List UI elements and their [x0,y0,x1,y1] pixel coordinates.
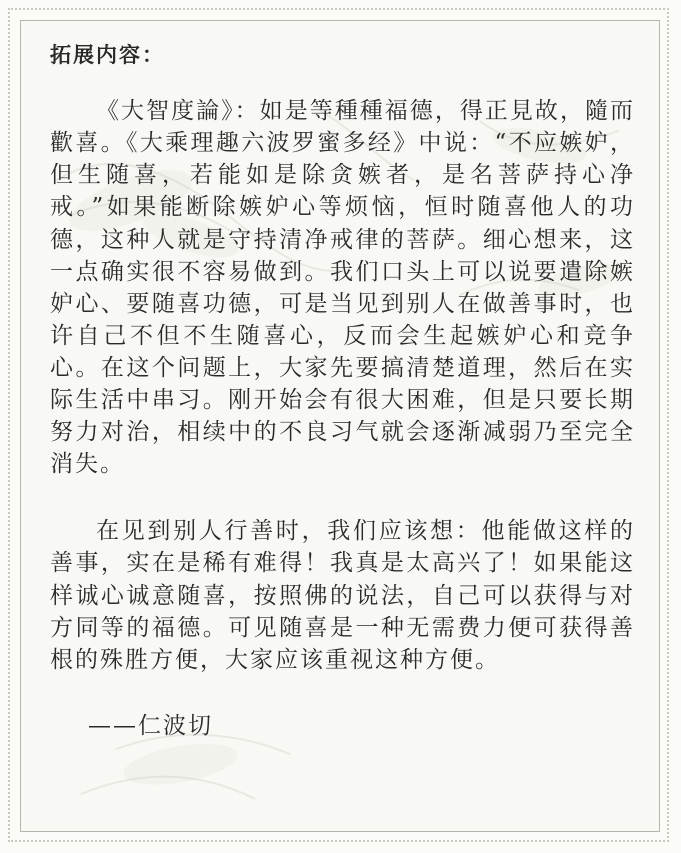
signature: ——仁波切 [88,712,213,739]
body-paragraph-2: 在见到别人行善时，我们应该想：他能做这样的善事，实在是稀有难得！我真是太高兴了！如果能这样诚心诚意随喜，按照佛的说法，自己可以获得与对方同等的福德。可见随喜是一种无需费力便可获得善根的殊胜方便，大家应该重视这种方便。 [50,518,635,673]
body-paragraph-1: 《大智度論》：如是等種種福德，得正見故，隨而歡喜。《大乘理趣六波罗蜜多经》中说：“不应嫉妒，但生随喜，若能如是除贪嫉者，是名菩萨持心净戒。”如果能断除嫉妒心等烦恼，恒时随喜他人的功德，这种人就是守持清净戒律的菩萨。细心想来，这一点确实很不容易做到。我们口头上可以说要遣除嫉妒心、要随喜功德，可是当见到别人在做善事时，也许自己不但不生随喜心，反而会生起嫉妒心和竞争心。在这个问题上，大家先要搞清楚道理，然后在实际生活中串习。刚开始会有很大困难，但是只要长期努力对治，相续中的不良习气就会逐渐减弱乃至完全消失。 [50,98,635,478]
section-heading: 拓展内容： [50,42,165,67]
document-content [50,38,635,740]
